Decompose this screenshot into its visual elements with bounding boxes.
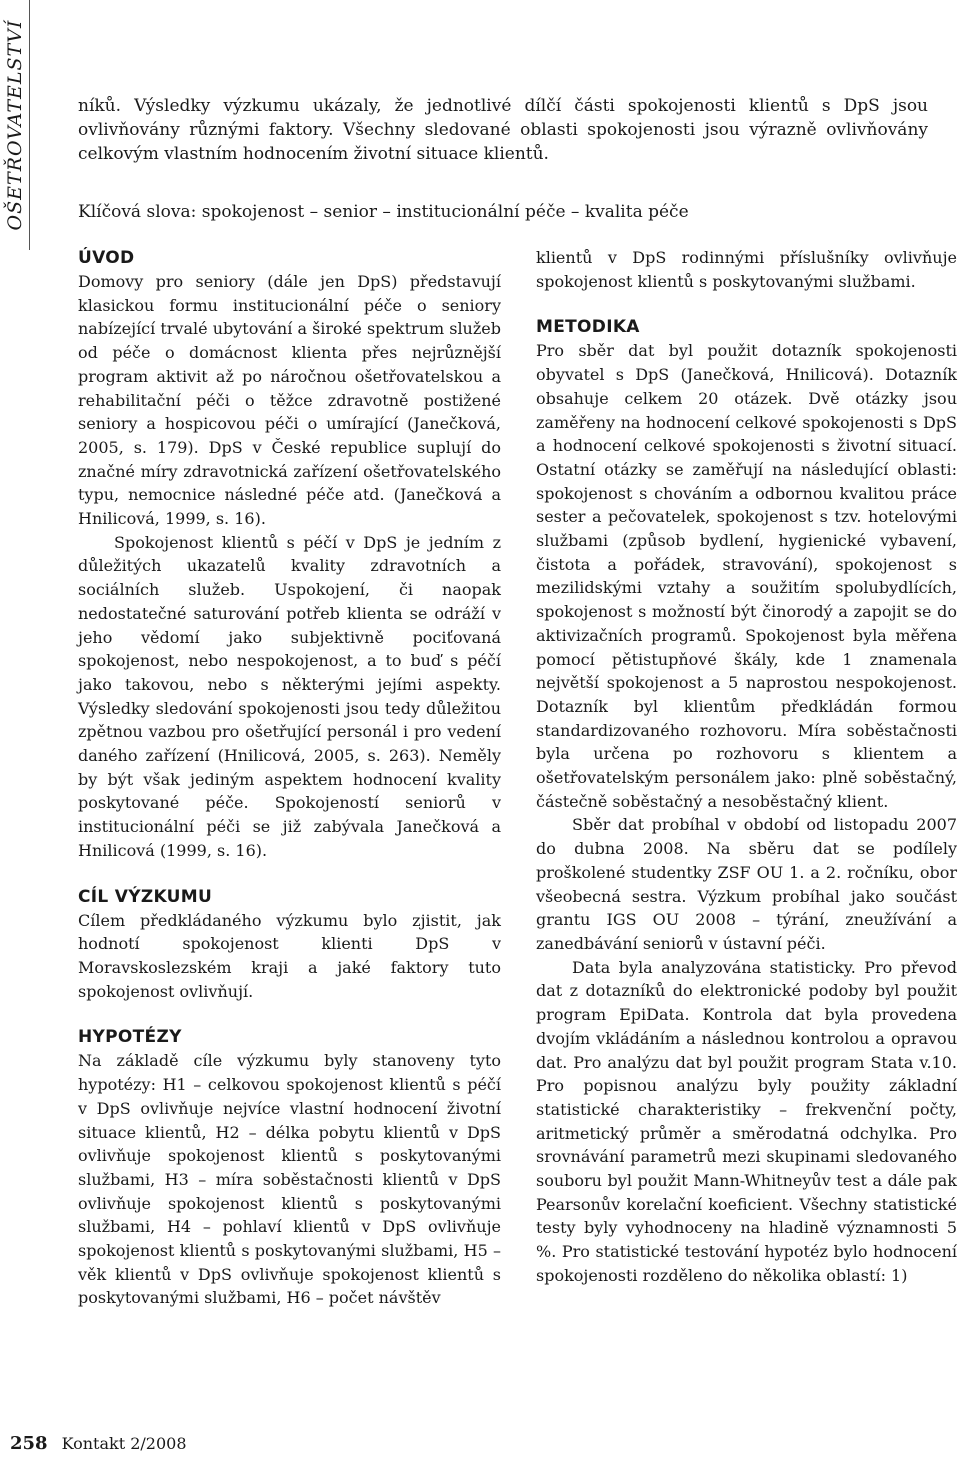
paragraph-hypotezy: Na základě cíle výzkumu byly stanoveny tyto hypotézy: H1 – celkovou spokojenost klientů s péčí v DpS ovlivňuje nejvíce vlastní hodnocení životní situace klientů, H2 – délka pobytu klientů v DpS ovlivňuje spokojenost klientů s poskytovanými službami, H3 – míra soběstačnosti klientů v DpS ovlivňuje spokojenost klientů s poskytovanými službami, H4 – pohlaví klientů v DpS ovlivňuje spokojenost klientů s poskytovanými službami, H5 – věk klientů v DpS ovlivňuje spokojenost klientů s poskytovanými službami, H6 – počet návštěv bbox=[78, 1051, 501, 1308]
paragraph-metodika-3: Data byla analyzována statisticky. Pro převod dat z dotazníků do elektronické podoby byl použit program EpiData. Kontrola dat byla provedena dvojím vkládáním a následnou kontrolou a opravou dat. Pro analýzu dat byl použit program Stata v.10. Pro popisnou analýzu byly použity základní statistické charakteristiky – frekvenční počty, aritmetický průměr a směrodatná odchylka. Pro srovnávání parametrů mezi skupinami sledovaného souboru byl použit Mann-Whitneyův test a dále pak Pearsonův korelační koeficient. Všechny statistické testy byly vyhodnoceny na hladině významnosti 5 %. Pro statistické testování hypotéz bylo hodnocení spokojenosti rozděleno do několika oblastí: 1) bbox=[536, 957, 957, 1285]
abstract-continuation: níků. Výsledky výzkumu ukázaly, že jednotlivé dílčí části spokojenosti klientů s DpS jsou ovlivňovány různými faktory. Všechny sledované oblasti spokojenosti jsou výrazně ovlivňovány celkovým vlastním hodnocením životní situace klientů. bbox=[78, 96, 928, 164]
page-footer bbox=[10, 1433, 187, 1455]
paragraph-cil: Cílem předkládaného výzkumu bylo zjistit, jak hodnotí spokojenost klienti DpS v Moravskoslezském kraji a jaké faktory tuto spokojenost ovlivňují. bbox=[78, 910, 501, 1001]
heading-hypotezy: HYPOTÉZY bbox=[78, 1027, 182, 1048]
heading-cil-vyzkumu: CÍL VÝZKUMU bbox=[78, 886, 213, 907]
left-column bbox=[78, 246, 501, 1310]
paragraph-uvod-1: Domovy pro seniory (dále jen DpS) představují klasickou formu institucionální péče o seniory nabízející trvalé ubytování a široké spektrum služeb od péče o domácnost klienta přes nejrůznější program aktivit až po náročnou ošetřovatelskou a rehabilitační péči o těžce zdravotně postižené seniory a hospicovou péči o umírající (Janečková, 2005, s. 179). DpS v České republice suplují do značné míry zdravotnická zařízení ošetřovatelského typu, nemocnice následné péče atd. (Janečková a Hnilicová, 1999, s. 16). bbox=[78, 272, 501, 529]
heading-metodika: METODIKA bbox=[536, 317, 640, 338]
paragraph-continuation: klientů v DpS rodinnými příslušníky ovlivňuje spokojenost klientů s poskytovanými službami. bbox=[536, 248, 957, 291]
section-label: OŠETŘOVATELSTVÍ bbox=[4, 19, 26, 231]
heading-uvod: ÚVOD bbox=[78, 248, 135, 268]
paragraph-metodika-2: Sběr dat probíhal v období od listopadu 2007 do dubna 2008. Na sběru dat se podílely proškolené studentky ZSF OU 1. a 2. ročníku, obor všeobecná sestra. Výzkum probíhal jako součást grantu IGS OU 2008 – týrání, zneužívání a zanedbávání seniorů v ústavní péči. bbox=[536, 815, 957, 953]
journal-issue: Kontakt 2/2008 bbox=[61, 1434, 187, 1453]
section-side-tab bbox=[0, 0, 30, 250]
page-number: 258 bbox=[10, 1433, 48, 1454]
paragraph-metodika-1: Pro sběr dat byl použit dotazník spokojenosti obyvatel s DpS (Janečková, Hnilicová). Dotazník obsahuje celkem 20 otázek. Dvě otázky jsou zaměřeny na hodnocení celkové spokojenosti s DpS a hodnocení celkové spokojenosti s životní situací. Ostatní otázky se zaměřují na následující oblasti: spokojenost s chováním a odbornou kvalitou práce sester a pečovatelek, spokojenost s tzv. hotelovými službami (způsob bydlení, hygienické vybavení, čistota a pořádek, stravování), spokojenost s mezilidskými vztahy a soužitím spolubydlících, spokojenost s možností být činorodý a zapojit se do aktivizačních programů. Spokojenost byla měřena pomocí pětistupňové škály, kde 1 znamenala největší spokojenost a 5 naprostou nespokojenost. Dotazník byl klientům předkládán formou standardizovaného rozhovoru. Míra soběstačnosti byla určena po rozhovoru s klientem a ošetřovatelským personálem jako: plně soběstačný, částečně soběstačný a nesoběstačný klient. bbox=[536, 341, 957, 811]
keywords: Klíčová slova: spokojenost – senior – institucionální péče – kvalita péče bbox=[78, 202, 689, 222]
right-column bbox=[536, 246, 957, 1288]
paragraph-uvod-2: Spokojenost klientů s péčí v DpS je jedním z důležitých ukazatelů kvality zdravotních a sociálních služeb. Uspokojení, či naopak nedostatečné saturování potřeb klienta se odráží v jeho vědomí jako subjektivně pociťovaná spokojenost, nebo nespokojenost, a to buď s péčí jako takovou, nebo s některými jejími aspekty. Výsledky sledování spokojenosti jsou tedy důležitou zpětnou vazbou pro ošetřující personál i pro vedení daného zařízení (Hnilicová, 2005, s. 263). Neměly by být však jediným aspektem hodnocení kvality poskytované péče. Spokojeností seniorů v institucionální péči se již zabývala Janečková a Hnilicová (1999, s. 16). bbox=[78, 532, 501, 860]
